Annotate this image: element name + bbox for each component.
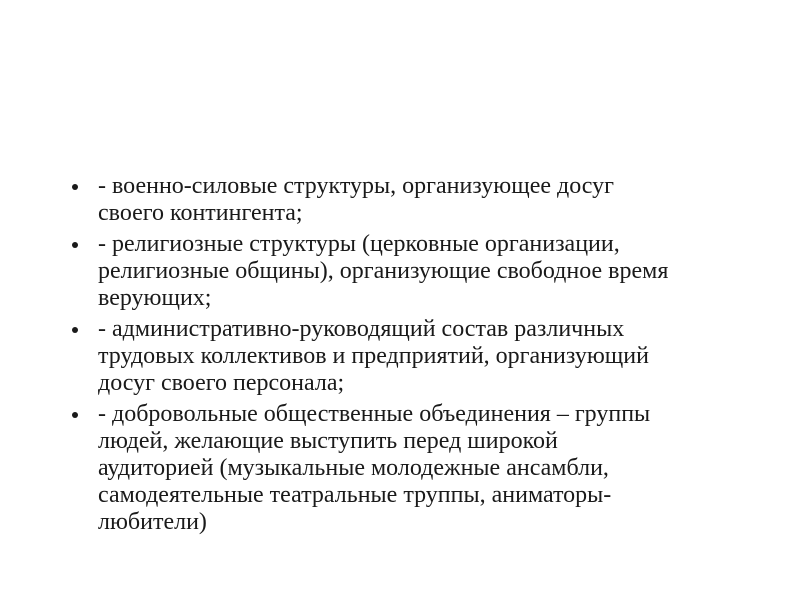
list-item-line: религиозные общины), организующие свободное время	[98, 258, 669, 284]
list-item-line: трудовых коллективов и предприятий, организующий	[98, 343, 649, 369]
list-item-line: любители)	[98, 509, 207, 535]
list-item	[72, 316, 762, 397]
bullet-icon	[72, 184, 78, 190]
list-item-line: досуг своего персонала;	[98, 370, 345, 396]
list-item	[72, 401, 762, 536]
list-item-line: - религиозные структуры (церковные организации,	[98, 231, 620, 257]
list-item-line: самодеятельные театральные труппы, аниматоры-	[98, 482, 612, 508]
bullet-icon	[72, 327, 78, 333]
list-item-line: - военно-силовые структуры, организующее досуг	[98, 173, 614, 199]
list-item	[72, 173, 762, 227]
list-item-line: своего контингента;	[98, 200, 303, 226]
list-item-line: верующих;	[98, 285, 212, 311]
list-item	[72, 231, 762, 312]
list-item-line: - добровольные общественные объединения – группы	[98, 401, 651, 427]
list-item-line: людей, желающие выступить перед широкой	[98, 428, 558, 454]
bullet-list	[72, 173, 762, 540]
list-item-line: аудиторией (музыкальные молодежные ансамбли,	[98, 455, 609, 481]
bullet-icon	[72, 242, 78, 248]
list-item-line: - административно-руководящий состав различных	[98, 316, 625, 342]
bullet-icon	[72, 412, 78, 418]
